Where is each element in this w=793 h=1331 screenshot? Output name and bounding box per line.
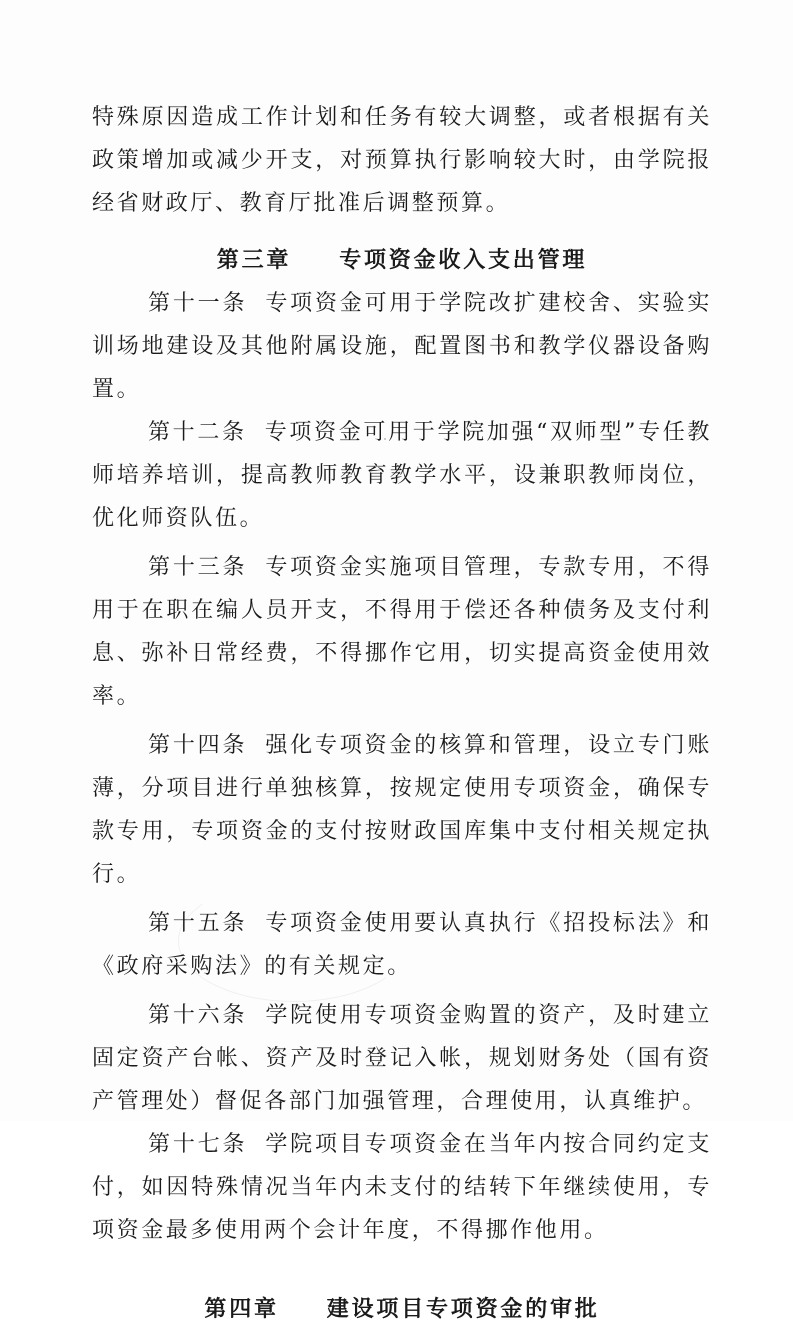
chapter-4-heading bbox=[92, 1288, 712, 1331]
article-16 bbox=[92, 994, 712, 1123]
article-number: 第十三条 bbox=[148, 555, 248, 580]
article-12 bbox=[92, 411, 712, 540]
chapter-number: 第四章 bbox=[204, 1297, 279, 1322]
chapter-3-heading bbox=[92, 239, 712, 282]
article-text: 学院使用专项资金购置的资产，及时建立固定资产台帐、资产及时登记入帐，规划财务处（国有资产管理处）督促各部门加强管理，合理使用，认真维护。 bbox=[92, 1003, 712, 1114]
article-number: 第十七条 bbox=[148, 1132, 248, 1157]
article-14 bbox=[92, 724, 712, 896]
chapter-number: 第三章 bbox=[216, 248, 292, 273]
article-text: 专项资金可用于学院加强“双师型”专任教师培养培训，提高教师教育教学水平，设兼职教师岗位，优化师资队伍。 bbox=[92, 420, 712, 531]
article-15 bbox=[92, 902, 712, 988]
article-text: 专项资金实施项目管理，专款专用，不得用于在职在编人员开支，不得用于偿还各种债务及支付利息、弥补日常经费，不得挪作它用，切实提高资金使用效率。 bbox=[92, 555, 712, 709]
article-number: 第十二条 bbox=[148, 420, 247, 445]
article-text: 专项资金使用要认真执行《招投标法》和《政府采购法》的有关规定。 bbox=[92, 911, 712, 979]
article-13 bbox=[92, 546, 712, 718]
article-text: 强化专项资金的核算和管理，设立专门账薄，分项目进行单独核算，按规定使用专项资金，确保专款专用，专项资金的支付按财政国库集中支付相关规定执行。 bbox=[92, 733, 712, 887]
article-number: 第十六条 bbox=[148, 1003, 248, 1028]
chapter-title: 建设项目专项资金的审批 bbox=[326, 1297, 600, 1322]
article-text: 学院项目专项资金在当年内按合同约定支付，如因特殊情况当年内未支付的结转下年继续使用，专项资金最多使用两个会计年度，不得挪作他用。 bbox=[92, 1132, 712, 1243]
article-number: 第十四条 bbox=[148, 733, 248, 758]
article-17 bbox=[92, 1123, 712, 1252]
article-number: 第十五条 bbox=[148, 911, 248, 936]
document-body bbox=[92, 96, 712, 1331]
article-text: 专项资金可用于学院改扩建校舍、实验实训场地建设及其他附属设施，配置图书和教学仪器设备购置。 bbox=[92, 291, 712, 402]
continued-paragraph: 特殊原因造成工作计划和任务有较大调整，或者根据有关政策增加或减少开支，对预算执行影响较大时，由学院报经省财政厅、教育厅批准后调整预算。 bbox=[92, 105, 712, 216]
chapter-title: 专项资金收入支出管理 bbox=[339, 248, 588, 273]
article-number: 第十一条 bbox=[148, 291, 248, 316]
article-11 bbox=[92, 282, 712, 411]
